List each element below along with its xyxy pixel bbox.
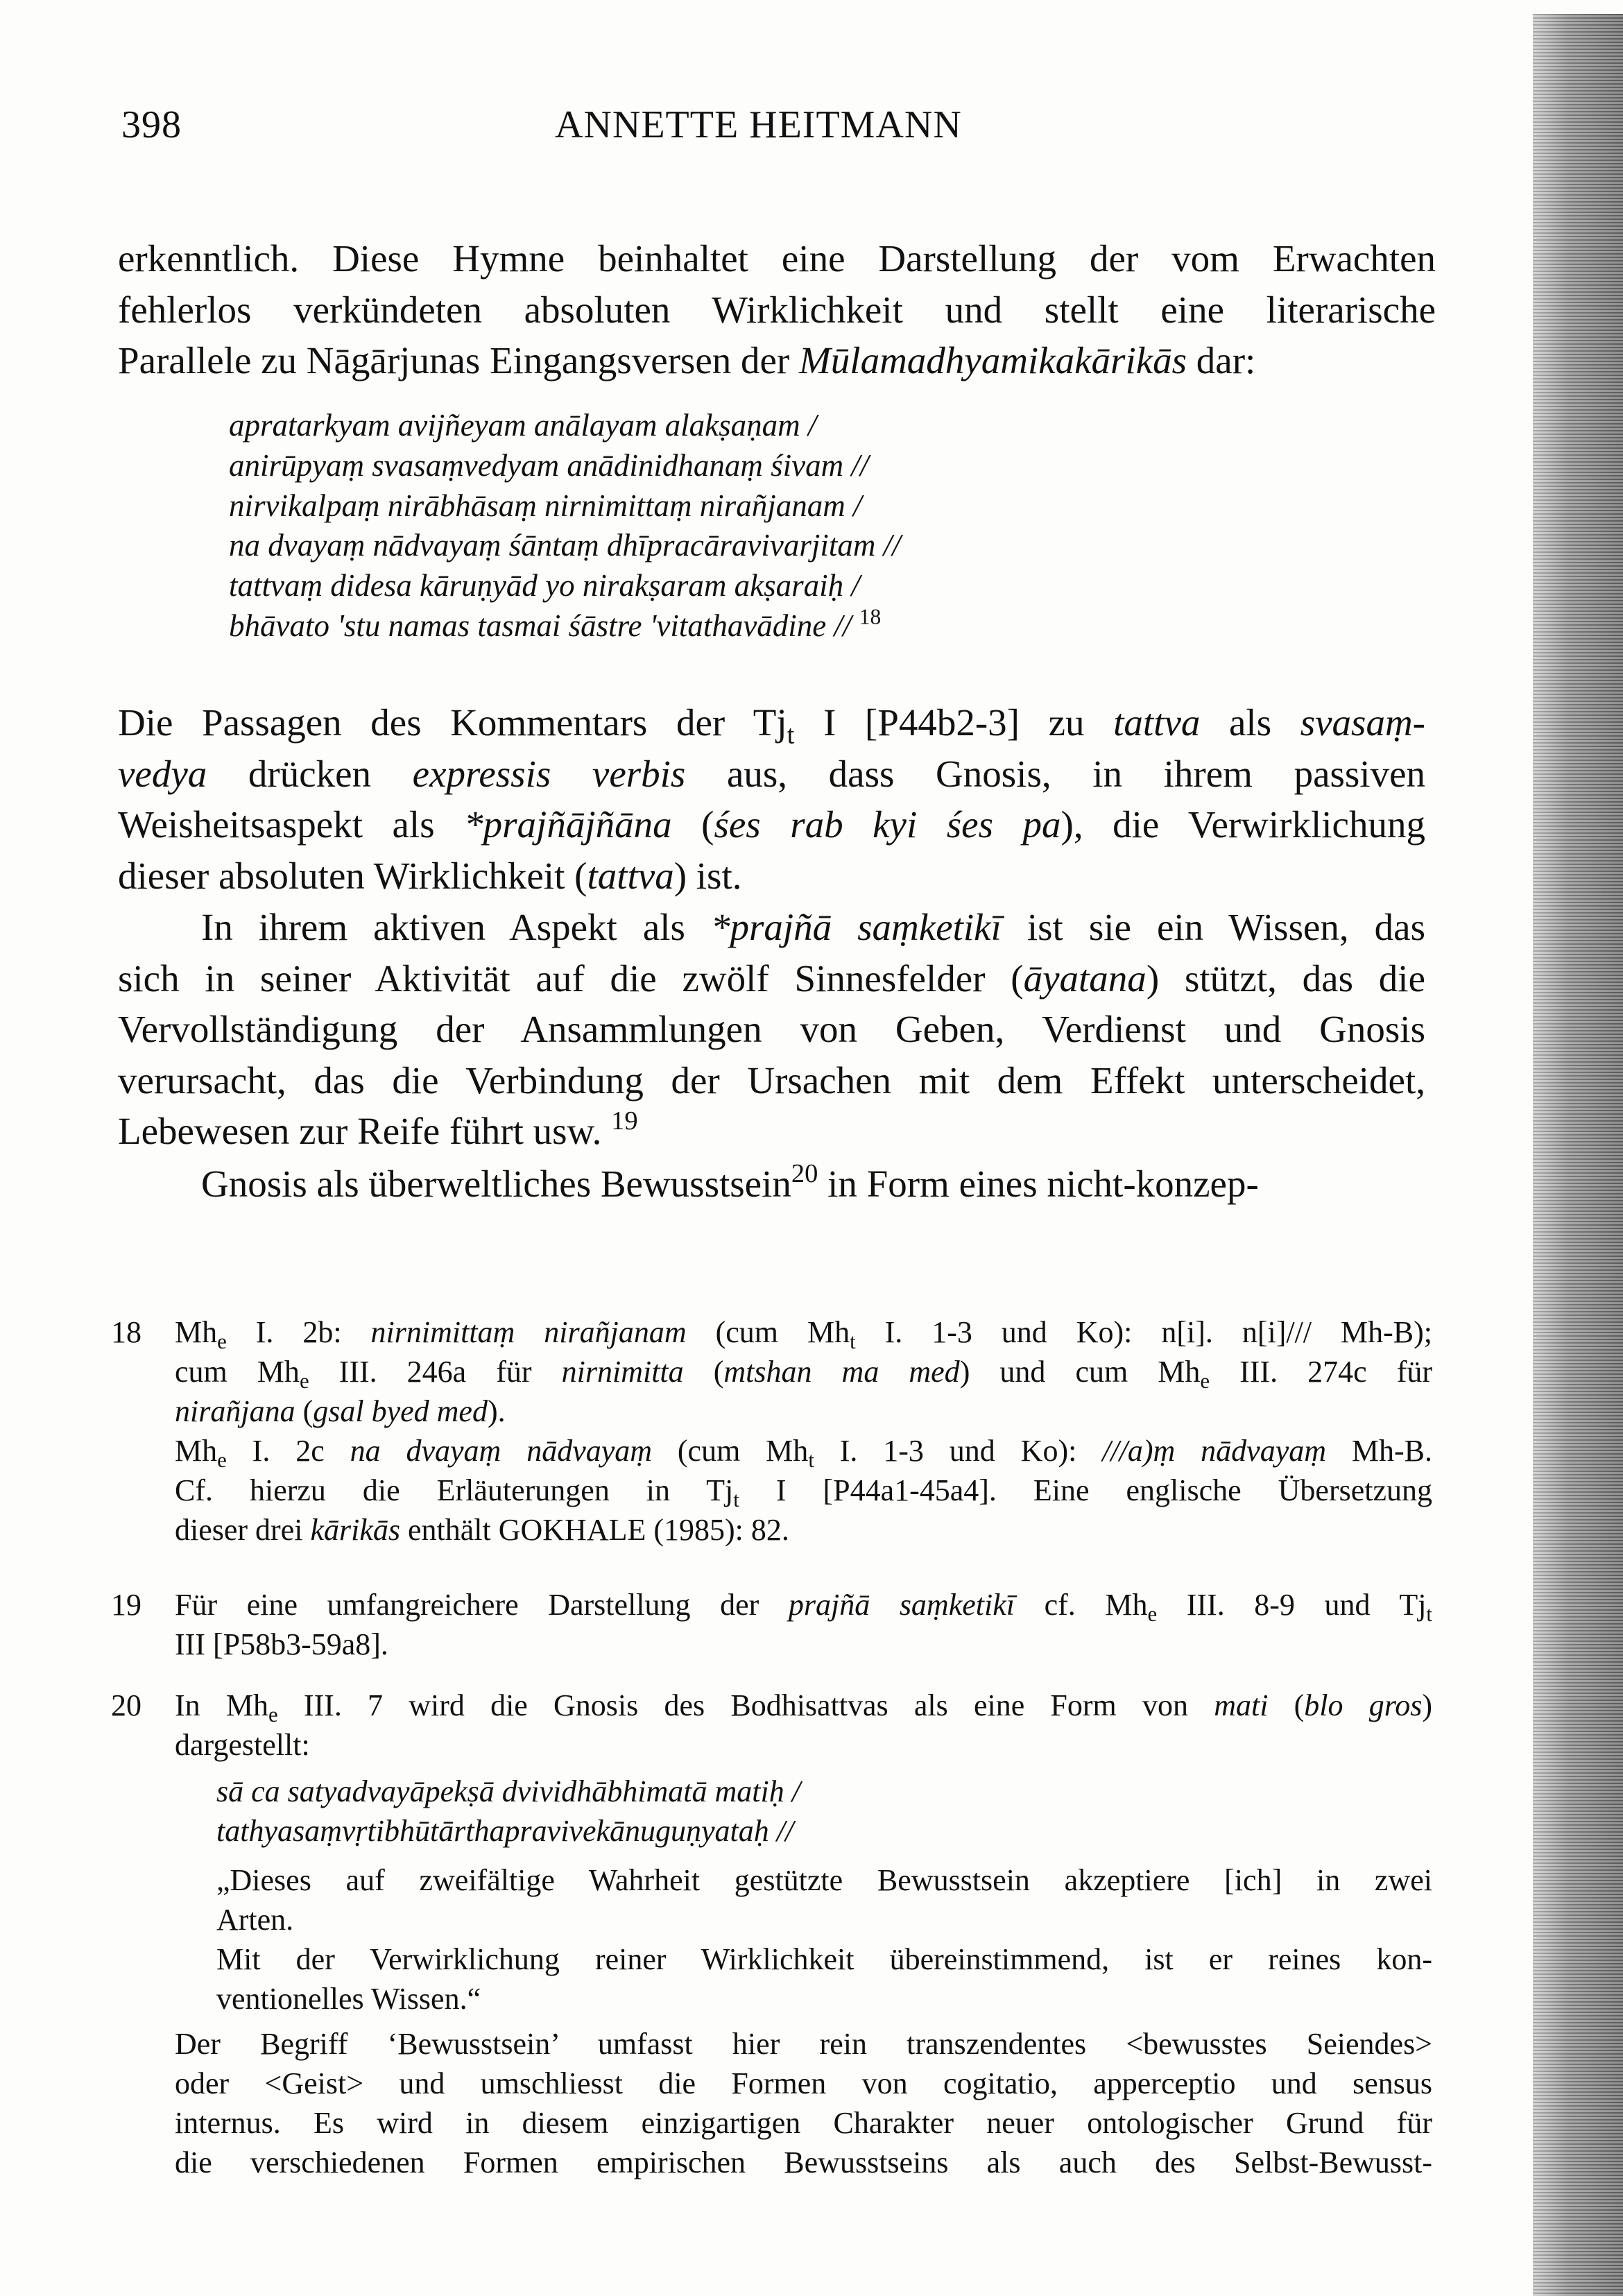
paragraph [118,902,1425,1157]
verse-block [229,406,901,646]
text-line: Für eine umfangreichere Darstellung der prajñā saṃketikī cf. $Mh_e$ III. 8-9 und $Tj_t$ [175,1588,1432,1627]
text-line: die verschiedenen Formen empirischen Bewusstseins als auch des Selbst-Bewusst- [175,2145,1432,2179]
text-line: sich in seiner Aktivität auf die zwölf Sinnesfelder (āyatana) stützt, das die [118,957,1425,1000]
footnote-ref: 18 [859,604,882,629]
text-line: ventionelles Wissen.“ [216,1982,481,2016]
scan-edge-shadow [1533,14,1623,2296]
quoted-verse [216,1772,1432,1851]
intro-paragraph [118,233,1436,386]
text-line: $Mh_e$ I. 2b: nirnimittaṃ nirañjanam (cum $Mh_t$ I. 1-3 und Ko): n[i]. n[i]/// Mh-B); [175,1315,1432,1354]
text-line: Parallele zu Nāgārjunas Eingangsversen der Mūlamadhyamikakārikās dar: [118,339,1256,382]
verse-line: sā ca satyadvayāpekṣā dvividhābhimatā matiḥ / [216,1774,800,1808]
text-line: Der Begriff ‘Bewusstsein’ umfasst hier rein transzendentes <bewusstes Seiendes> [175,2027,1432,2061]
text-line: fehlerlos verkündeten absoluten Wirklichkeit und stellt eine literarische [118,288,1436,331]
text-line: Arten. [216,1903,294,1937]
text-line: Cf. hierzu die Erläuterungen in $Tj_t$ I [P44a1-45a4]. Eine englische Übersetzung [175,1473,1432,1512]
footnote-number: 20 [111,1688,141,1722]
verse-line: na dvayaṃ nādvayaṃ śāntaṃ dhīpracāravivarjitam // [229,528,901,563]
running-head: ANNETTE HEITMANN [555,103,962,146]
text-line: nirañjana (gsal byed med). [175,1394,506,1428]
commentary [175,2024,1432,2182]
text-line: vedya drücken expressis verbis aus, dass Gnosis, in ihrem passiven [118,752,1425,795]
verse-line: tattvaṃ didesa kāruṇyād yo nirakṣaram akṣaraiḥ / [229,568,860,603]
translation [216,1860,1432,2019]
text-line: In $Mh_e$ III. 7 wird die Gnosis des Bodhisattvas als eine Form von mati (blo gros) [175,1688,1432,1727]
text-line: verursacht, das die Verbindung der Ursachen mit dem Effekt unterscheidet, [118,1059,1425,1102]
text-line: Mit der Verwirklichung reiner Wirklichkeit übereinstimmend, ist er reines kon- [216,1942,1432,1976]
text-line: Weisheitsaspekt als *prajñājñāna (śes rab kyi śes pa), die Verwirklichung [118,803,1425,846]
paragraph [118,697,1425,901]
text-line: dargestellt: [175,1728,310,1762]
verse-line: apratarkyam avijñeyam anālayam alakṣaṇam / [229,408,817,443]
footnote-number: 19 [111,1588,141,1622]
text-line: oder <Geist> und umschliesst die Formen von cogitatio, apperceptio und sensus [175,2066,1432,2100]
text-line: Die Passagen des Kommentars der $Tj_t$ I [P44b2-3] zu tattva als svasaṃ- [118,701,1425,750]
page-header [121,103,1439,158]
footnote-18 [111,1312,1432,1550]
text-line: $Mh_e$ I. 2c na dvayaṃ nādvayaṃ (cum $Mh_t$ I. 1-3 und Ko): ///a)ṃ nādvayaṃ Mh-B. [175,1434,1433,1473]
footnote-number: 18 [111,1315,141,1349]
page-number: 398 [121,103,182,146]
text-line: III [P58b3-59a8]. [175,1627,388,1661]
footnote-ref: 20 [791,1158,818,1188]
text-line: dieser drei kārikās enthält GOKHALE (1985): 82. [175,1513,789,1547]
verse-line: anirūpyaṃ svasaṃvedyam anādinidhanaṃ śivam // [229,447,869,483]
text-line: „Dieses auf zweifältige Wahrheit gestützte Bewusstsein akzeptiere [ich] in zwei [216,1863,1432,1897]
verse-line: tathyasaṃvṛtibhūtārthapravivekānuguṇyataḥ // [216,1814,794,1848]
verse-line: bhāvato 'stu namas tasmai śāstre 'vitathavādine // $^{18}$ [229,604,882,643]
text-line: erkenntlich. Diese Hymne beinhaltet eine Darstellung der vom Erwachten [118,237,1436,280]
footnote-19 [111,1585,1432,1664]
text-line: cum $Mh_e$ III. 246a für nirnimitta (mtshan ma med) und cum $Mh_e$ III. 274c für [175,1355,1433,1394]
paragraph [118,1158,1425,1210]
verse-line: nirvikalpaṃ nirābhāsaṃ nirnimittaṃ nirañjanam / [229,488,862,523]
text-line: Gnosis als überweltliches Bewusstsein$^{20}$ in Form eines nicht-konzep- [201,1158,1259,1205]
footnote-20 [111,1686,1432,2182]
text-line: Vervollständigung der Ansammlungen von Geben, Verdienst und Gnosis [118,1008,1425,1050]
text-line: In ihrem aktiven Aspekt als *prajñā saṃketikī ist sie ein Wissen, das [201,906,1425,948]
text-line: dieser absoluten Wirklichkeit (tattva) ist. [118,854,742,897]
text-line: Lebewesen zur Reife führt usw. $^{19}$ [118,1106,638,1152]
text-line: internus. Es wird in diesem einzigartigen Charakter neuer ontologischer Grund für [175,2106,1432,2140]
footnote-ref: 19 [611,1106,638,1136]
